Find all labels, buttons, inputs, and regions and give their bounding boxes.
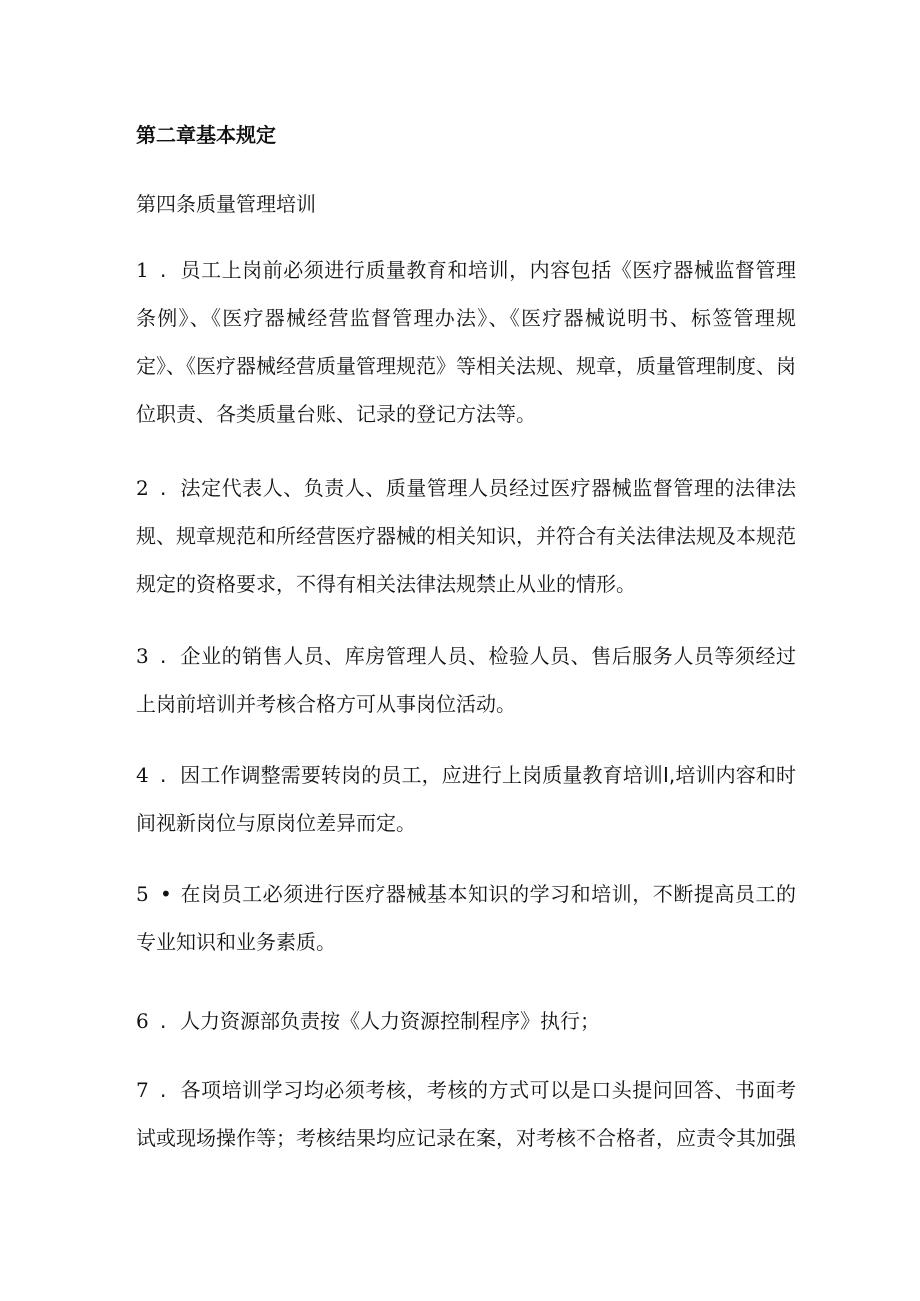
clause-text: 员工上岗前必须进行质量教育和培训，内容包括《医疗器械监督管理条例》、《医疗器械经营监督管理办法》、《医疗器械说明书、标签管理规定》、《医疗器械经营质量管理规范》等相关法规、规章，质量管理制度、岗位职责、各类质量台账、记录的登记方法等。 — [136, 258, 796, 426]
clause-separator: . — [160, 1078, 167, 1102]
clause-text: 人力资源部负责按《人力资源控制程序》执行； — [180, 1009, 600, 1033]
clause-text: 企业的销售人员、库房管理人员、检验人员、售后服务人员等须经过上岗前培训并考核合格方可从事岗位活动。 — [136, 644, 796, 716]
clause-3 — [136, 632, 796, 728]
clause-2 — [136, 464, 796, 608]
clause-separator: . — [160, 763, 167, 787]
clause-text: 因工作调整需要转岗的员工，应进行上岗质量教育培训I,培训内容和时间视新岗位与原岗位差异而定。 — [136, 763, 796, 835]
clause-number: 5 — [136, 882, 149, 906]
clause-4 — [136, 751, 796, 847]
clause-separator: . — [160, 258, 167, 282]
clause-1 — [136, 246, 796, 438]
clause-number: 3 — [136, 644, 149, 668]
clause-7 — [136, 1066, 796, 1162]
clause-separator: • — [160, 882, 172, 906]
clause-text: 在岗员工必须进行医疗器械基本知识的学习和培训，不断提高员工的专业知识和业务素质。 — [136, 882, 796, 954]
clause-number: 7 — [136, 1078, 149, 1102]
chapter-title: 第二章基本规定 — [136, 123, 276, 147]
clause-6 — [136, 997, 796, 1045]
clause-number: 6 — [136, 1009, 149, 1033]
clause-number: 1 — [136, 258, 149, 282]
clause-number: 4 — [136, 763, 149, 787]
clause-5 — [136, 870, 796, 966]
clause-separator: . — [160, 1009, 167, 1033]
clause-text: 各项培训学习均必须考核，考核的方式可以是口头提问回答、书面考试或现场操作等；考核结果均应记录在案，对考核不合格者，应责令其加强 — [136, 1078, 796, 1150]
clause-number: 2 — [136, 476, 149, 500]
clause-separator: . — [160, 476, 167, 500]
section-title: 第四条质量管理培训 — [136, 192, 316, 216]
clause-separator: . — [160, 644, 167, 668]
clause-text: 法定代表人、负责人、质量管理人员经过医疗器械监督管理的法律法规、规章规范和所经营医疗器械的相关知识，并符合有关法律法规及本规范规定的资格要求，不得有相关法律法规禁止从业的情形。 — [136, 476, 796, 596]
